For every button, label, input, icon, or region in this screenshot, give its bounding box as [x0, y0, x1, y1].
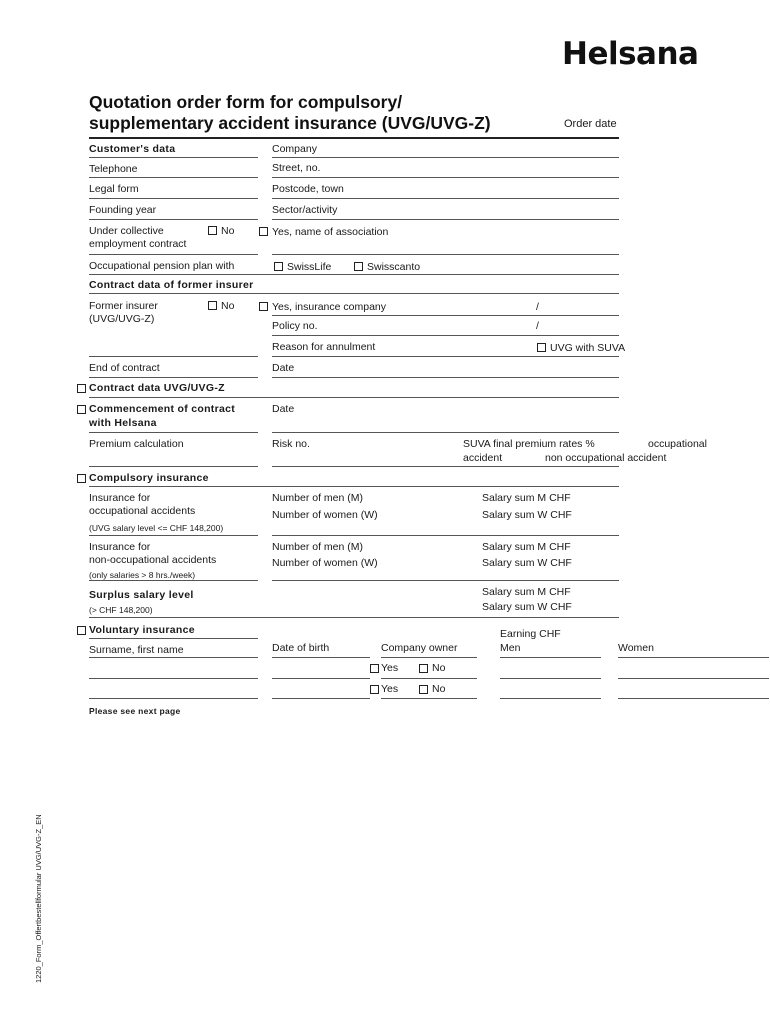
next-page-note: Please see next page — [89, 706, 181, 716]
company-owner-label: Company owner — [381, 642, 458, 654]
men-earning-label: Men — [500, 642, 521, 654]
legal-form-label: Legal form — [89, 183, 139, 195]
former-no-label: No — [221, 300, 235, 312]
only-salaries-note: (only salaries > 8 hrs./week) — [89, 570, 196, 580]
commencement-label: Commencement of contract — [89, 403, 236, 415]
section-voluntary: Voluntary insurance — [89, 624, 195, 636]
insurance-for-label-2: Insurance for — [89, 541, 151, 553]
former-no-checkbox[interactable] — [208, 301, 217, 310]
with-helsana-label: with Helsana — [89, 417, 157, 429]
under-collective-label: Under collective — [89, 225, 164, 237]
association-label: Yes, name of association — [272, 226, 389, 238]
policy-no-slash: / — [536, 320, 539, 332]
end-contract-date-label: Date — [272, 362, 295, 374]
title-rule — [89, 137, 619, 139]
telephone-label: Telephone — [89, 163, 138, 175]
policy-no-label: Policy no. — [272, 320, 318, 332]
founding-year-label: Founding year — [89, 204, 157, 216]
owner-no-checkbox-2[interactable] — [419, 685, 428, 694]
owner-yes-label-1: Yes — [381, 662, 399, 674]
annulment-reason-label: Reason for annulment — [272, 341, 376, 353]
owner-no-checkbox-1[interactable] — [419, 664, 428, 673]
surplus-chf-note: (> CHF 148,200) — [89, 605, 153, 615]
section-compulsory: Compulsory insurance — [89, 472, 209, 484]
earning-label: Earning CHF — [500, 628, 561, 640]
non-occ-accidents-label: non-occupational accidents — [89, 554, 217, 566]
accident-label: accident — [463, 452, 503, 464]
owner-no-label-2: No — [432, 683, 446, 695]
men-count-label-2: Number of men (M) — [272, 541, 364, 553]
helsana-logo: Helsana — [562, 36, 699, 72]
swisslife-label: SwissLife — [287, 261, 332, 273]
page-title — [89, 92, 491, 134]
commencement-checkbox[interactable] — [77, 405, 86, 414]
salary-women-label: Salary sum W CHF — [482, 509, 572, 521]
contract-uvg-checkbox[interactable] — [77, 384, 86, 393]
voluntary-checkbox[interactable] — [77, 626, 86, 635]
salary-men-label-3: Salary sum M CHF — [482, 586, 571, 598]
suva-rates-label: SUVA final premium rates % — [463, 438, 595, 450]
title-line-1: Quotation order form for compulsory/ — [89, 92, 403, 112]
non-occupational-label: non occupational accident — [545, 452, 667, 464]
women-count-label: Number of women (W) — [272, 509, 378, 521]
postcode-label: Postcode, town — [272, 183, 344, 195]
swisscanto-label: Swisscanto — [367, 261, 421, 273]
collective-no-checkbox[interactable] — [208, 226, 217, 235]
former-yes-checkbox[interactable] — [259, 302, 268, 311]
order-date-label: Order date — [564, 118, 617, 130]
uvg-level-note: (UVG salary level <= CHF 148,200) — [89, 523, 224, 533]
sector-label: Sector/activity — [272, 204, 338, 216]
insurance-company-slash: / — [536, 301, 539, 313]
salary-men-label: Salary sum M CHF — [482, 492, 571, 504]
collective-no-label: No — [221, 225, 235, 237]
women-count-label-2: Number of women (W) — [272, 557, 378, 569]
men-count-label: Number of men (M) — [272, 492, 364, 504]
uvg-suva-checkbox[interactable] — [537, 343, 546, 352]
occupational-label: occupational — [648, 438, 707, 450]
commencement-date-label: Date — [272, 403, 295, 415]
section-customers-data: Customer's data — [89, 143, 176, 155]
form-code: 1220_Form_Offertbestellformular UVG/UVG-Z_EN — [34, 814, 43, 983]
swisscanto-checkbox[interactable] — [354, 262, 363, 271]
salary-men-label-2: Salary sum M CHF — [482, 541, 571, 553]
former-insurer-label: Former insurer — [89, 300, 158, 312]
employment-contract-label: employment contract — [89, 238, 187, 250]
owner-yes-label-2: Yes — [381, 683, 399, 695]
dob-label: Date of birth — [272, 642, 330, 654]
owner-yes-checkbox-2[interactable] — [370, 685, 379, 694]
former-insurer-uvg-label: (UVG/UVG-Z) — [89, 313, 155, 325]
premium-calc-label: Premium calculation — [89, 438, 184, 450]
section-former-insurer: Contract data of former insurer — [89, 279, 254, 291]
risk-no-label: Risk no. — [272, 438, 310, 450]
salary-women-label-2: Salary sum W CHF — [482, 557, 572, 569]
swisslife-checkbox[interactable] — [274, 262, 283, 271]
owner-yes-checkbox-1[interactable] — [370, 664, 379, 673]
collective-yes-checkbox[interactable] — [259, 227, 268, 236]
end-of-contract-label: End of contract — [89, 362, 160, 374]
uvg-suva-label: UVG with SUVA — [550, 342, 626, 354]
street-label: Street, no. — [272, 162, 321, 174]
occ-accidents-label: occupational accidents — [89, 505, 196, 517]
surplus-label: Surplus salary level — [89, 589, 194, 601]
insurance-company-label: Yes, insurance company — [272, 301, 387, 313]
company-label: Company — [272, 143, 317, 155]
title-line-2: supplementary accident insurance (UVG/UVG-Z) — [89, 113, 491, 133]
pension-plan-label: Occupational pension plan with — [89, 260, 235, 272]
women-earning-label: Women — [618, 642, 654, 654]
salary-women-label-3: Salary sum W CHF — [482, 601, 572, 613]
owner-no-label-1: No — [432, 662, 446, 674]
insurance-for-label: Insurance for — [89, 492, 151, 504]
section-contract-uvg: Contract data UVG/UVG-Z — [89, 382, 225, 394]
surname-label: Surname, first name — [89, 644, 184, 656]
compulsory-checkbox[interactable] — [77, 474, 86, 483]
